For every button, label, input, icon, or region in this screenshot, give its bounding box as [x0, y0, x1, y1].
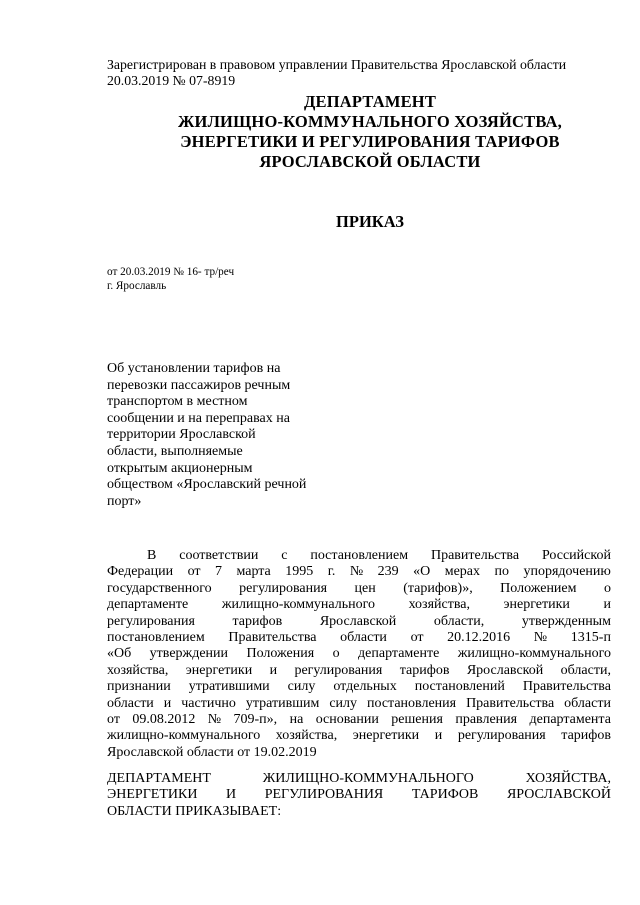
subject-line: порт»	[107, 493, 142, 509]
directive-line: ДЕПАРТАМЕНТ ЖИЛИЩНО-КОММУНАЛЬНОГО ХОЗЯЙСТВА,	[107, 771, 611, 786]
preamble-line: признании утратившими силу отдельных постановлений Правительства	[107, 679, 611, 695]
registration-stamp	[107, 57, 607, 89]
preamble-line: области и частично утратившим силу постановления Правительства области	[107, 695, 611, 711]
order-subject	[107, 361, 342, 510]
subject-line: транспортом в местном	[107, 394, 248, 410]
preamble-line: Федерации от 7 марта 1995 г. № 239 «О мерах по упорядочению	[107, 564, 611, 580]
preamble-line: регулирования тарифов Ярославской области, утвержденным	[107, 613, 611, 629]
preamble-line: хозяйства, энергетики и регулирования тарифов Ярославской области,	[107, 662, 611, 678]
preamble-line: В соответствии с постановлением Правительства Российской	[147, 548, 611, 563]
subject-line: открытым акционерным	[107, 460, 253, 476]
order-city: г. Ярославль	[107, 280, 167, 292]
directive-line: ОБЛАСТИ ПРИКАЗЫВАЕТ:	[107, 803, 282, 819]
preamble-line: жилищно-коммунального хозяйства, энергетики и регулирования тарифов	[107, 728, 611, 744]
preamble-paragraph	[107, 548, 611, 761]
preamble-line: постановлением Правительства области от 20.12.2016 № 1315-п	[107, 630, 611, 646]
order-title: ПРИКАЗ	[336, 212, 404, 231]
subject-line: сообщении и на переправах на	[107, 410, 290, 426]
preamble-line: «Об утверждении Положения о департаменте жилищно-коммунального	[107, 646, 611, 662]
subject-line: области, выполняемые	[107, 443, 243, 459]
registration-line-1: Зарегистрирован в правовом управлении Правительства Ярославской области	[107, 57, 567, 72]
preamble-line: государственного регулирования цен (тарифов)», Положением о	[107, 580, 611, 596]
subject-line: территории Ярославской	[107, 427, 256, 443]
preamble-line: Ярославской области от 19.02.2019	[107, 744, 317, 760]
registration-line-2: 20.03.2019 № 07-8919	[107, 73, 236, 88]
preamble-line: департаменте жилищно-коммунального хозяйства, энергетики и	[107, 597, 611, 613]
department-line-4: ЯРОСЛАВСКОЙ ОБЛАСТИ	[259, 152, 481, 171]
department-line-2: ЖИЛИЩНО-КОММУНАЛЬНОГО ХОЗЯЙСТВА,	[178, 112, 562, 131]
directive-line: ЭНЕРГЕТИКИ И РЕГУЛИРОВАНИЯ ТАРИФОВ ЯРОСЛАВСКОЙ	[107, 787, 611, 803]
order-date-number: от 20.03.2019 № 16- тр/реч	[107, 266, 235, 278]
department-header	[100, 92, 640, 172]
subject-line: Об установлении тарифов на	[107, 361, 281, 376]
subject-line: перевозки пассажиров речным	[107, 377, 291, 393]
subject-line: обществом «Ярославский речной	[107, 477, 307, 493]
department-line-3: ЭНЕРГЕТИКИ И РЕГУЛИРОВАНИЯ ТАРИФОВ	[180, 132, 560, 151]
order-directive	[107, 771, 611, 820]
order-meta	[107, 265, 234, 293]
department-line-1: ДЕПАРТАМЕНТ	[303, 92, 437, 111]
preamble-line: от 09.08.2012 № 709-п», на основании решения правления департамента	[107, 712, 611, 728]
